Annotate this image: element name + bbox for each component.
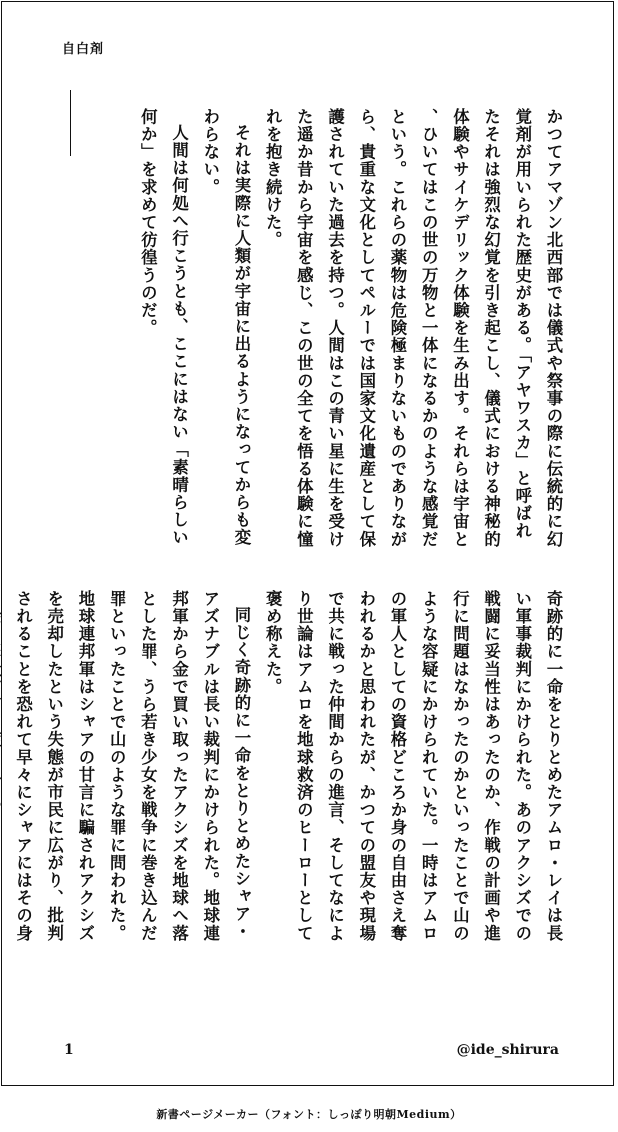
top-text-column: [89, 108, 569, 554]
paragraph: 奇跡的に一命をとりとめたアムロ・レイは長い軍事裁判にかけられた。あのアクシズでの戦闘に妥当性はあったのか、作戦の計画や進行に問題はなかったのかといったことで山のような容疑にかけられていた。一時はアムロの軍人としての資格どころか身の自由さえ奪われるかと思われたが、かつての盟友や現場で共に戦った仲間からの進言、そしてなにより世論はアムロを地球救済のヒーローとして褒め称えた。: [263, 590, 563, 942]
paragraph: 同じく奇跡的に一命をとりとめたシャア・アズナブルは長い裁判にかけられた。地球連邦軍から金で買い取ったアクシズを地球へ落とした罪、うら若き少女を戦争に巻き込んだ罪といったことで山のような罪に問われた。地球連邦軍はシャアの甘言に騙されアクシズを売却したという失態が市民に広がり、批判されることを恐れて早々にシャアにはその身: [13, 590, 251, 942]
paragraph: それは実際に人類が宇宙に出るようになってからも変わらない。: [200, 108, 251, 547]
generator-credit: 新書ページメーカー（フォント：しっぽり明朝Medium）: [156, 1108, 462, 1121]
divider-line: [70, 90, 71, 156]
paragraph: かつてアマゾン北西部では儀式や祭事の際に伝統的に幻覚剤が用いられた歴史がある。「アヤワスカ」と呼ばれたそれは強烈な幻覚を引き起こし、儀式における神秘的体験やサイケデリック体験を生み出す。それらは宇宙と、ひいてはこの世の万物と一体になるかのような感覚だという。これらの薬物は危険極まりないものでありながら、貴重な文化としてペルーでは国家文化遺産として保護されていた過去を持つ。人間はこの青い星に生を受けた遥か昔から宇宙を感じ、この世の全てを悟る体験に憧れを抱き続けた。: [263, 108, 563, 548]
bottom-text-column: [13, 590, 569, 952]
paragraph: 人間は何処へ行こうとも、ここにはない「素晴らしい何か」を求めて彷徨うのだ。: [138, 108, 189, 547]
page-number: 1: [64, 1042, 74, 1058]
running-title: 自白剤: [62, 42, 105, 57]
book-page: [1, 1, 614, 1086]
author-handle: @ide_shirura: [456, 1042, 559, 1058]
